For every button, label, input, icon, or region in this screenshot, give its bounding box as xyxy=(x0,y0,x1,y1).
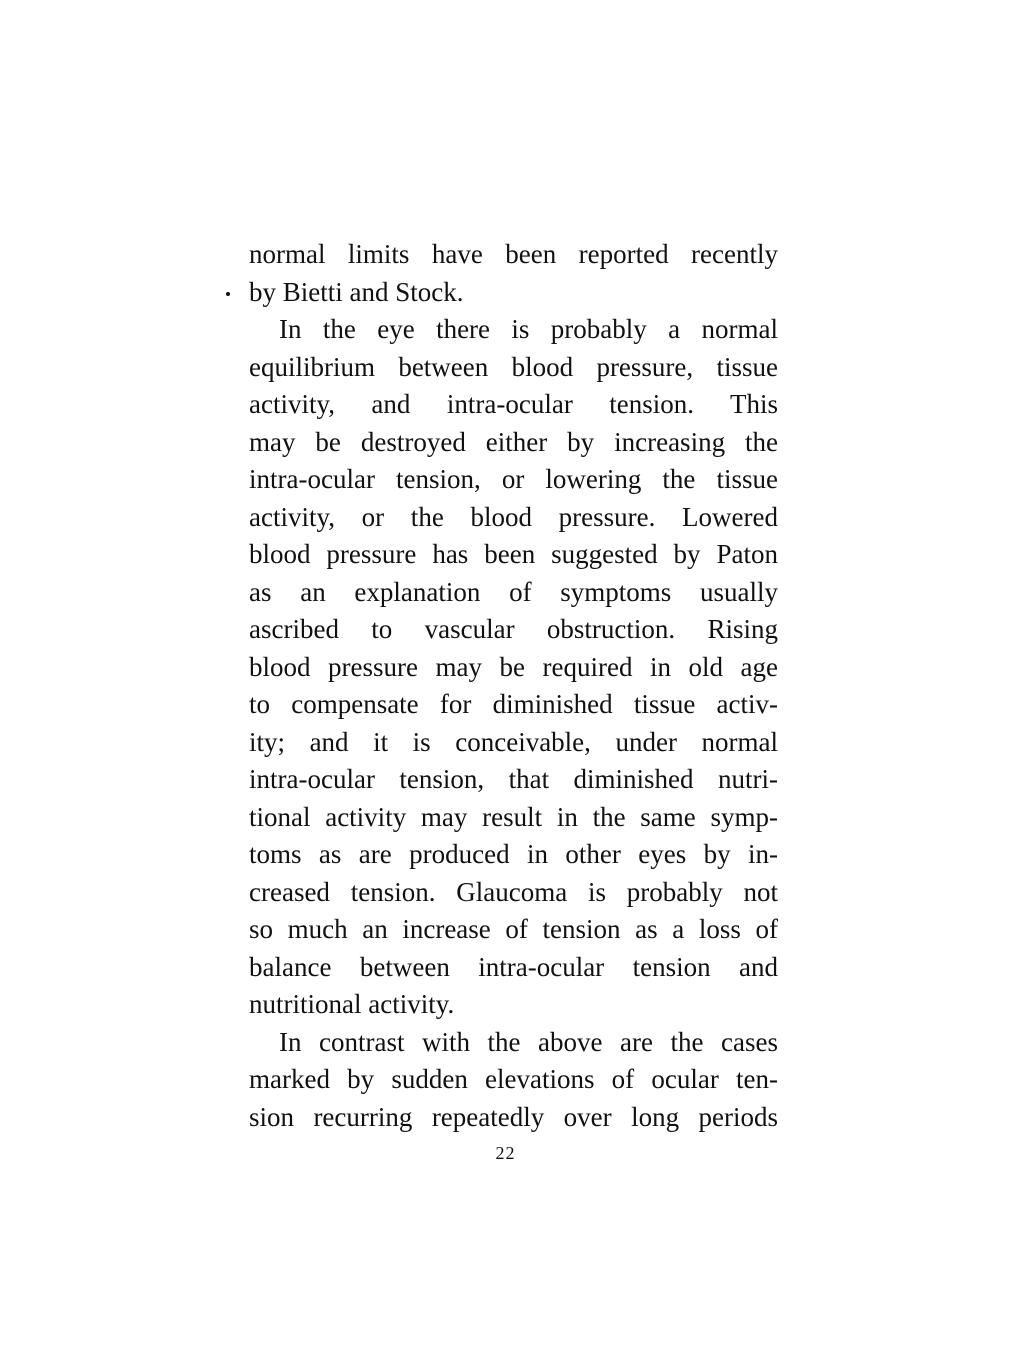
text-line: In contrast with the above are the cases xyxy=(279,1026,778,1057)
margin-dot xyxy=(226,292,230,296)
text-line: sion recurring repeatedly over long periods xyxy=(249,1101,778,1132)
paragraph xyxy=(249,311,778,1024)
text-line: blood pressure has been suggested by Paton xyxy=(249,539,778,569)
page-number: 22 xyxy=(495,1143,516,1163)
text-line: as an explanation of symptoms usually xyxy=(249,576,778,607)
text-line: to compensate for diminished tissue activ- xyxy=(249,689,778,719)
text-line: activity, and intra-ocular tension. This xyxy=(249,389,778,419)
text-line: activity, or the blood pressure. Lowered xyxy=(249,501,778,532)
text-line: may be destroyed either by increasing the xyxy=(249,426,778,457)
text-line: ascribed to vascular obstruction. Rising xyxy=(249,614,778,644)
text-line: blood pressure may be required in old age xyxy=(249,651,778,682)
text-line: creased tension. Glaucoma is probably not xyxy=(249,876,778,907)
text-line: nutritional activity. xyxy=(249,989,455,1019)
text-line: marked by sudden elevations of ocular ten- xyxy=(249,1064,778,1094)
text-line: balance between intra-ocular tension and xyxy=(249,951,778,982)
text-line: by Bietti and Stock. xyxy=(249,276,464,307)
text-line: intra-ocular tension, that diminished nutri- xyxy=(249,764,778,794)
text-line: In the eye there is probably a normal xyxy=(279,314,778,344)
text-line: toms as are produced in other eyes by in- xyxy=(249,839,778,869)
text-line: tional activity may result in the same symp- xyxy=(249,801,778,832)
text-line: intra-ocular tension, or lowering the tissue xyxy=(249,464,778,494)
text-line: normal limits have been reported recently xyxy=(249,239,778,269)
text-line: equilibrium between blood pressure, tissue xyxy=(249,351,778,382)
text-line: ity; and it is conceivable, under normal xyxy=(249,726,778,757)
paragraph xyxy=(249,1024,778,1137)
text-line: so much an increase of tension as a loss of xyxy=(249,914,778,944)
paragraph xyxy=(249,236,778,311)
body-text xyxy=(249,236,778,1136)
